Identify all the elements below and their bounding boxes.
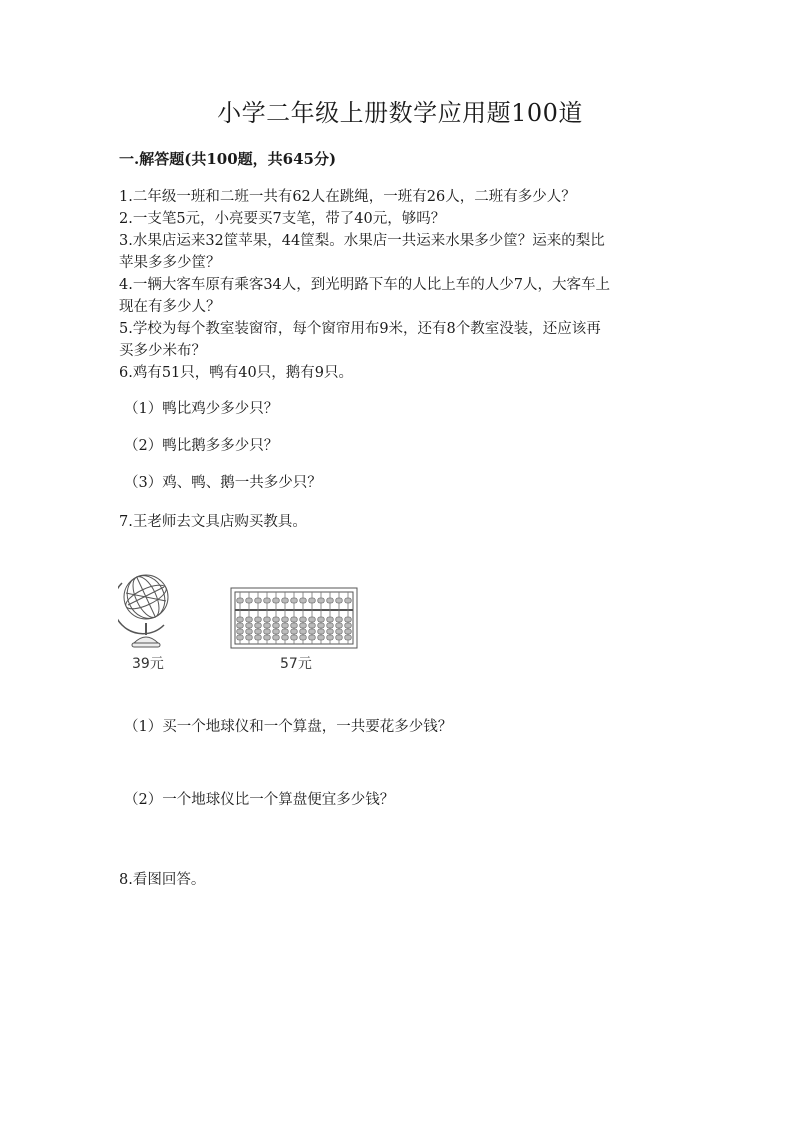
question-7: 7.王老师去文具店购买教具。 <box>119 514 307 530</box>
question-3-line-1: 3.水果店运来32筐苹果，44筐梨。水果店一共运来水果多少筐？运来的梨比 <box>119 233 605 249</box>
abacus-price: 57元 <box>280 656 312 672</box>
question-8: 8.看图回答。 <box>119 872 206 888</box>
question-6: 6.鸡有51只，鸭有40只，鹅有9只。 <box>119 365 353 381</box>
question-3-line-2: 苹果多多少筐？ <box>119 255 221 271</box>
question-7-part-1: （1）买一个地球仪和一个算盘，一共要花多少钱？ <box>124 719 453 735</box>
page-title: 小学二年级上册数学应用题100道 <box>217 99 583 127</box>
question-6-part-2: （2）鸭比鹅多多少只？ <box>124 438 279 454</box>
question-2: 2.一支笔5元，小亮要买7支笔，带了40元，够吗？ <box>119 211 446 227</box>
question-1: 1.二年级一班和二班一共有62人在跳绳，一班有26人，二班有多少人？ <box>119 189 576 205</box>
question-4-line-2: 现在有多少人？ <box>119 299 221 315</box>
question-5-line-1: 5.学校为每个教室装窗帘，每个窗帘用布9米，还有8个教室没装，还应该再 <box>119 321 601 337</box>
globe-price: 39元 <box>132 656 164 672</box>
question-5-line-2: 买多少米布？ <box>119 343 206 359</box>
globe-icon <box>118 563 178 653</box>
section-heading: 一.解答题(共100题，共645分) <box>119 150 337 168</box>
question-6-part-1: （1）鸭比鸡少多少只？ <box>124 401 279 417</box>
question-7-figure <box>118 563 358 675</box>
question-7-part-2: （2）一个地球仪比一个算盘便宜多少钱？ <box>124 792 395 808</box>
abacus-icon <box>230 587 358 649</box>
question-4-line-1: 4.一辆大客车原有乘客34人，到光明路下车的人比上车的人少7人，大客车上 <box>119 277 611 293</box>
question-6-part-3: （3）鸡、鸭、鹅一共多少只？ <box>124 475 322 491</box>
